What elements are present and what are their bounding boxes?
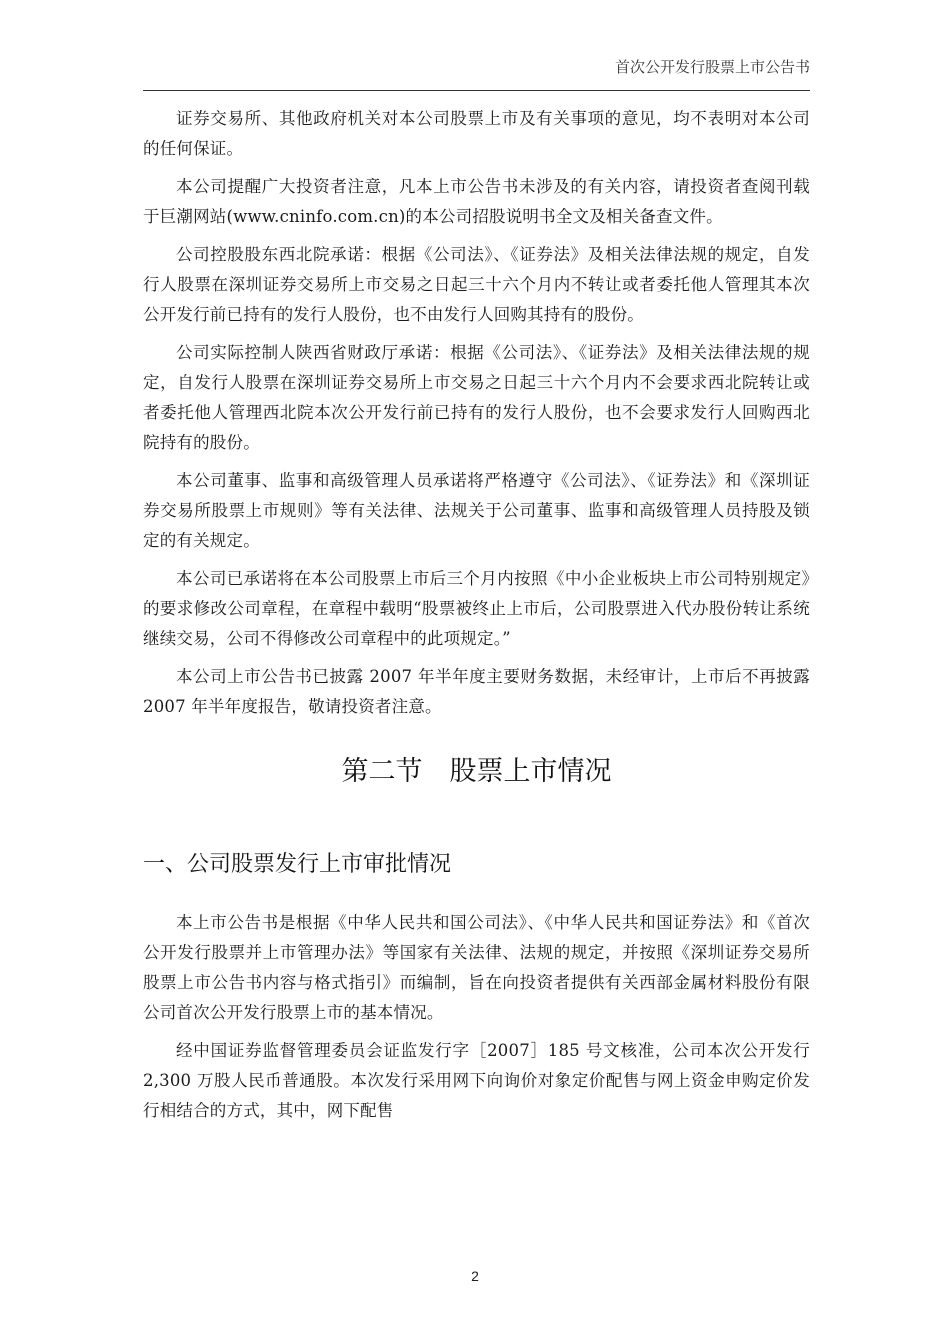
subsection-title: 一、公司股票发行上市审批情况 bbox=[143, 852, 452, 877]
body-paragraph: 本公司董事、监事和高级管理人员承诺将严格遵守《公司法》、《证券法》和《深圳证券交易所股票上市规则》等有关法律、法规关于公司董事、监事和高级管理人员持股及锁定的有关规定。 bbox=[143, 471, 810, 550]
body-paragraph: 本公司提醒广大投资者注意，凡本上市公告书未涉及的有关内容，请投资者查阅刊载于巨潮网站(www.cninfo.com.cn)的本公司招股说明书全文及相关备查文件。 bbox=[143, 177, 810, 226]
body-paragraph: 本公司上市公告书已披露 2007 年半年度主要财务数据，未经审计，上市后不再披露 2007 年半年度报告，敬请投资者注意。 bbox=[143, 667, 810, 716]
body-paragraph: 本公司已承诺将在本公司股票上市后三个月内按照《中小企业板块上市公司特别规定》的要求修改公司章程，在章程中载明“股票被终止上市后，公司股票进入代办股份转让系统继续交易，公司不得修改公司章程中的此项规定。” bbox=[143, 569, 810, 648]
body-paragraph: 本上市公告书是根据《中华人民共和国公司法》、《中华人民共和国证券法》和《首次公开发行股票并上市管理办法》等国家有关法律、法规的规定，并按照《深圳证券交易所股票上市公告书内容与格式指引》而编制，旨在向投资者提供有关西部金属材料股份有限公司首次公开发行股票上市的基本情况。 bbox=[143, 913, 810, 1022]
section-title: 第二节 股票上市情况 bbox=[341, 756, 612, 787]
body-paragraph: 证券交易所、其他政府机关对本公司股票上市及有关事项的意见，均不表明对本公司的任何保证。 bbox=[143, 109, 810, 158]
body-paragraph: 经中国证券监督管理委员会证监发行字［2007］185 号文核准，公司本次公开发行 2,300 万股人民币普通股。本次发行采用网下向询价对象定价配售与网上资金申购定价发行相结合的方式，其中，网下配售 bbox=[143, 1041, 810, 1120]
body-paragraph: 公司控股股东西北院承诺：根据《公司法》、《证券法》及相关法律法规的规定，自发行人股票在深圳证券交易所上市交易之日起三十六个月内不转让或者委托他人管理其本次公开发行前已持有的发行人股份，也不由发行人回购其持有的股份。 bbox=[143, 245, 810, 324]
page-header bbox=[143, 56, 810, 91]
page-number: 2 bbox=[471, 1268, 479, 1284]
body-paragraph: 公司实际控制人陕西省财政厅承诺：根据《公司法》、《证券法》及相关法律法规的规定，自发行人股票在深圳证券交易所上市交易之日起三十六个月内不会要求西北院转让或者委托他人管理西北院本次公开发行前已持有的发行人股份，也不会要求发行人回购西北院持有的股份。 bbox=[143, 343, 810, 452]
header-title: 首次公开发行股票上市公告书 bbox=[614, 58, 810, 76]
document-body bbox=[143, 104, 810, 1134]
